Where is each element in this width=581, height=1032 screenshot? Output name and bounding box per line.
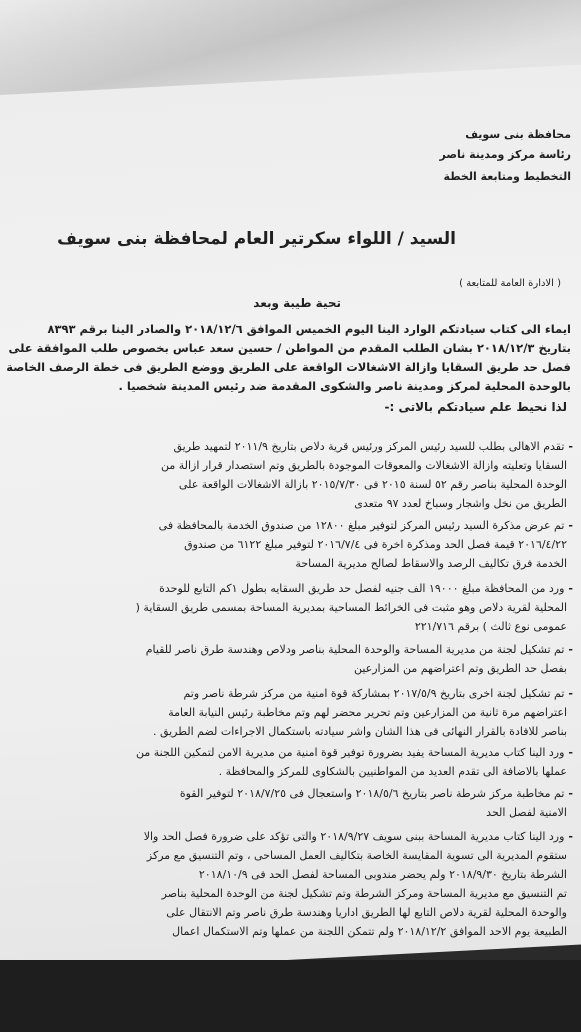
bullet-marker: -	[568, 787, 573, 800]
item-1-line-1: -تقدم الاهالى بطلب للسيد رئيس المركز ورئيس قرية دلاص بتاريخ ٢٠١١/٩ لتمهيد طريق	[173, 440, 573, 453]
item-1-line-4: الطريق من نخل واشجار وسباخ لعدد ٩٧ متعدى	[354, 497, 567, 510]
bullet-marker: -	[568, 746, 573, 759]
item-5-line-3: بناصر للافادة بالقرار النهائى فى هذا الشان واشر سيادته باستكمال الاجراءات لضم الطريق .	[152, 725, 567, 738]
addressee-heading: السيد / اللواء سكرتير العام لمحافظة بنى سويف	[57, 229, 456, 249]
intro-line-4: بالوحدة المحلية لمركز ومدينة ناصر والشكوى المقدمة ضد رئيس المدينة شخصيا .	[118, 379, 571, 393]
item-2-line-1: -تم عرض مذكرة السيد رئيس المركز لتوفير مبلغ ١٢٨٠٠ من صندوق الخدمة بالمحافظة فى	[158, 519, 573, 532]
greeting: تحية طيبة وبعد	[253, 296, 341, 310]
item-1-line-2: السقايا وتعليته وازالة الاشغالات والمعوقات الموجودة بالطريق وتم استصدار قرار ازالة من	[160, 459, 567, 472]
item-3-line-2: المحلية لقرية دلاص وهو مثبت فى الخرائط المساحية بمديرية المساحة بمسمى طريق السقاية (	[135, 601, 567, 614]
item-7-line-2: الامنية لفصل الحد	[486, 806, 567, 819]
item-8-line-2: ستقوم المديرية الى تسوية المقايسة الخاصة بتكاليف العمل المساحى ، وتم التنسيق مع مركز	[146, 849, 567, 862]
item-4-line-2: بفصل حد الطريق وتم اعتراضهم من المزارعين	[353, 662, 567, 675]
bullet-marker: -	[568, 830, 573, 843]
item-2-line-3: الخدمة فرق تكاليف الرصد والاسقاط لصالح مديرية المساحة	[295, 557, 567, 570]
bullet-marker: -	[568, 643, 573, 656]
bullet-marker: -	[568, 687, 573, 700]
bullet-marker: -	[568, 440, 573, 453]
item-3-line-1: -ورد من المحافظة مبلغ ١٩٠٠٠ الف جنيه لفصل حد طريق السقايه بطول ١كم التابع للوحدة	[159, 582, 573, 595]
item-7-line-1: -تم مخاطبة مركز شرطة ناصر بتاريخ ٢٠١٨/٥/٦ واستعجال فى ٢٠١٨/٧/٢٥ لتوفير القوة	[179, 787, 573, 800]
item-8-line-5: والوحدة المحلية لقرية دلاص التابع لها الطريق اداريا وهندسة طرق ناصر وتم الانتقال على	[166, 906, 567, 919]
header-center: رئاسة مركز ومدينة ناصر	[439, 148, 571, 161]
department-label: ( الادارة العامة للمتابعة )	[459, 278, 561, 289]
item-2-line-2: ٢٠١٦/٤/٢٢ قيمة فصل الحد ومذكرة اخرة فى ٢٠١٦/٧/٤ لتوفير مبلغ ٦١٢٢ من صندوق	[184, 538, 567, 551]
header-governorate: محافظة بنى سويف	[465, 128, 571, 141]
header-planning: التخطيط ومتابعة الخطة	[443, 170, 571, 183]
item-5-line-2: اعتراضهم مرة ثانية من المزارعين وتم تحرير محضر لهم وتم مخاطبة رئيس النيابة العامة	[168, 706, 567, 719]
bullet-marker: -	[568, 519, 573, 532]
item-8-line-4: تم التنسيق مع مديرية المساحة ومركز الشرطة وتم تشكيل لجنة من الوحدة المحلية بناصر	[161, 887, 567, 900]
intro-line-1: ايماء الى كتاب سيادتكم الوارد الينا اليوم الخميس الموافق ٢٠١٨/١٢/٦ والصادر الينا برقم ٨٣٩٣	[47, 322, 571, 336]
item-8-line-6: الطبيعة يوم الاحد الموافق ٢٠١٨/١٢/٢ ولم تتمكن اللجنة من عملها وتم الاستكمال اعمال	[172, 925, 567, 938]
item-3-line-3: عمومى نوع ثالث ) برقم ٢٢١/٧١٦	[414, 620, 567, 633]
item-1-line-3: الوحدة المحلية بناصر رقم ٥٢ لسنة ٢٠١٥ فى ٢٠١٥/٧/٣٠ بازالة الاشغالات الواقعة على	[178, 478, 567, 491]
intro-line-2: بتاريخ ٢٠١٨/١٢/٣ بشان الطلب المقدم من المواطن / حسين سعد عباس بخصوص طلب الموافقة على	[8, 341, 571, 355]
intro-line-5: لذا نحيط علم سيادتكم بالاتى :-	[384, 400, 567, 414]
bullet-marker: -	[568, 582, 573, 595]
item-6-line-1: -ورد الينا كتاب مديرية المساحة يفيد بضرورة توفير قوة امنية من مديرية الامن لتمكين اللجنة من	[136, 746, 573, 759]
intro-line-3: فصل حد طريق السقايا وازالة الاشغالات الواقعة على الطريق ووضع الطريق فى خطة الرصف الخاصة	[6, 360, 571, 374]
item-5-line-1: -تم تشكيل لجنة اخرى بتاريخ ٢٠١٧/٥/٩ بمشاركة قوة امنية من مركز شرطة ناصر وتم	[183, 687, 573, 700]
item-8-line-1: -ورد الينا كتاب مديرية المساحة ببنى سويف ٢٠١٨/٩/٢٧ والتى تؤكد على ضرورة فصل الحد والا	[143, 830, 573, 843]
item-6-line-2: عملها بالاضافة الى تقدم العديد من المواطنيين بالشكاوى للمركز والمحافظة .	[218, 765, 567, 778]
item-4-line-1: -تم تشكيل لجنة من مديرية المساحة والوحدة المحلية بناصر ودلاص وهندسة طرق ناصر للقيام	[145, 643, 573, 656]
item-8-line-3: الشرطة بتاريخ ٢٠١٨/٩/٣٠ ولم يحضر مندوبى المساحة لفصل الحد فى ٢٠١٨/١٠/٩	[198, 868, 567, 881]
